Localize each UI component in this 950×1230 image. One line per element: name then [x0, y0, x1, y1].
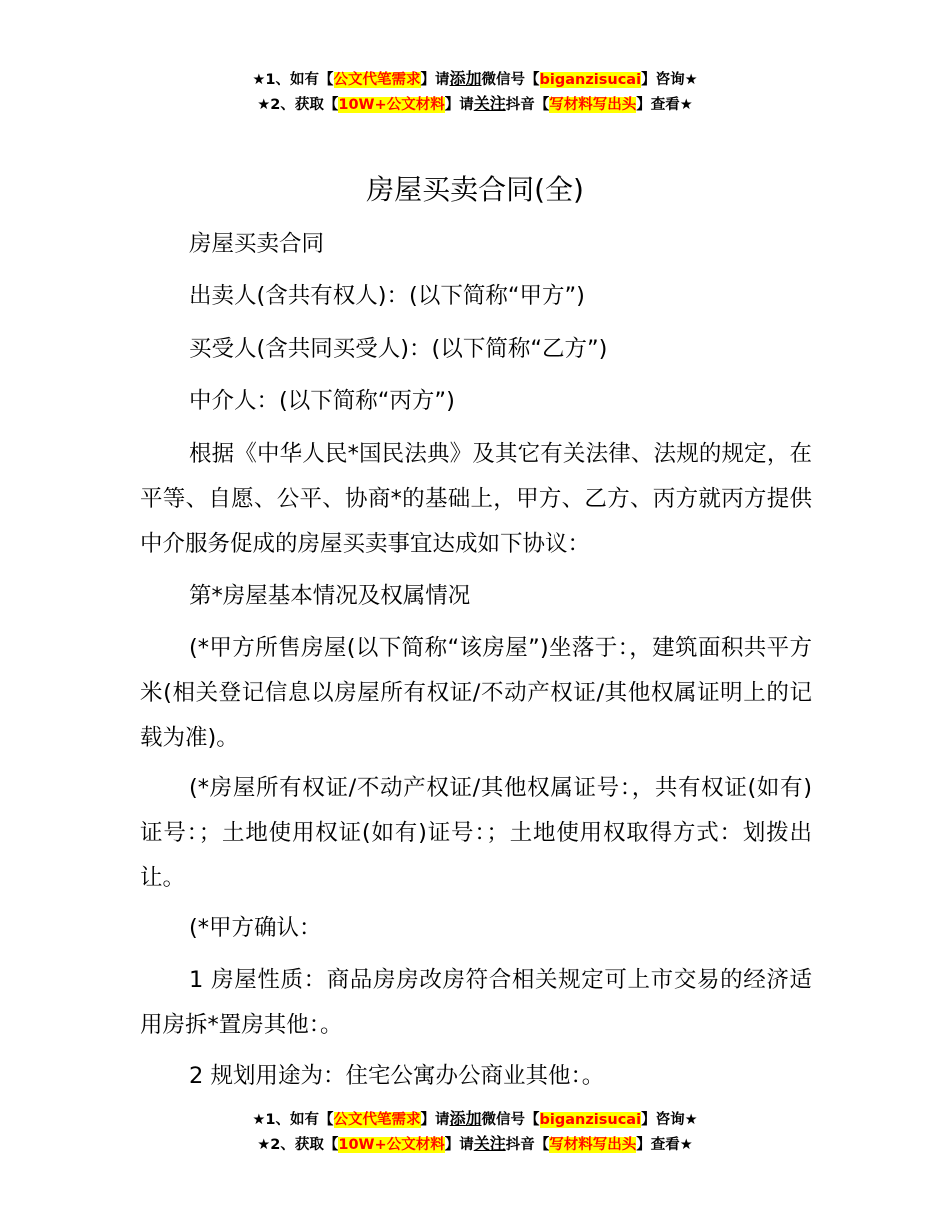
promo-highlight: biganzisucai: [539, 1112, 642, 1128]
paragraph-seller: 出卖人(含共有权人)：(以下简称“甲方”): [189, 283, 585, 309]
paragraph-property-location: (*甲方所售房屋(以下简称“该房屋”)坐落于：，建筑面积共平方米(相关登记信息以房屋所有权证/不动产权证/其他权属证明上的记载为准)。: [140, 635, 812, 751]
promo-text: 】查看★: [636, 97, 693, 113]
footer-promo-banner: [0, 1107, 950, 1157]
paragraph-intermediary: 中介人：(以下简称“丙方”): [189, 388, 455, 414]
paragraph-certificates: (*房屋所有权证/不动产权证/其他权属证号：，共有权证(如有)证号：；土地使用权证(如有)证号：；土地使用权取得方式：划拨出让。: [140, 775, 812, 891]
promo-highlight: 写材料写出头: [549, 97, 637, 113]
header-promo-banner: [0, 67, 950, 117]
promo-text: 微信号【: [481, 1112, 540, 1128]
promo-text: ★2、获取【: [257, 97, 339, 113]
promo-emphasis: 添加: [449, 1109, 482, 1128]
paragraph-buyer: 买受人(含共同买受人)：(以下简称“乙方”): [189, 336, 608, 362]
paragraph-section-heading: 第*房屋基本情况及权属情况: [189, 583, 471, 609]
paragraph-property-nature: 1 房屋性质：商品房房改房符合相关规定可上市交易的经济适用房拆*置房其他：。: [140, 967, 812, 1038]
promo-highlight: 10W+公文材料: [338, 97, 445, 113]
promo-text: 】查看★: [636, 1137, 693, 1153]
promo-line-1: [0, 1107, 950, 1132]
paragraph-seller-confirms: (*甲方确认：: [189, 915, 322, 941]
promo-highlight: 公文代笔需求: [333, 72, 421, 88]
promo-highlight: 10W+公文材料: [338, 1137, 445, 1153]
promo-text: 】咨询★: [641, 1112, 698, 1128]
promo-highlight: 公文代笔需求: [333, 1112, 421, 1128]
promo-text: 】请: [420, 72, 450, 88]
promo-text: 】请: [444, 97, 474, 113]
promo-emphasis: 关注: [473, 1134, 506, 1153]
promo-line-1: [0, 67, 950, 92]
promo-text: ★1、如有【: [252, 72, 334, 88]
promo-text: ★2、获取【: [257, 1137, 339, 1153]
promo-emphasis: 添加: [449, 69, 482, 88]
promo-line-2: [0, 92, 950, 117]
paragraph-planned-use: 2 规划用途为：住宅公寓办公商业其他：。: [189, 1063, 605, 1089]
promo-text: 微信号【: [481, 72, 540, 88]
promo-highlight: 写材料写出头: [549, 1137, 637, 1153]
promo-text: 】咨询★: [641, 72, 698, 88]
promo-emphasis: 关注: [473, 94, 506, 113]
promo-text: 】请: [444, 1137, 474, 1153]
promo-text: 抖音【: [505, 97, 550, 113]
document-title: 房屋买卖合同(全): [366, 173, 584, 206]
paragraph-preamble: 根据《中华人民*国民法典》及其它有关法律、法规的规定，在平等、自愿、公平、协商*的基础上，甲方、乙方、丙方就丙方提供中介服务促成的房屋买卖事宜达成如下协议：: [140, 441, 812, 557]
promo-text: 】请: [420, 1112, 450, 1128]
promo-highlight: biganzisucai: [539, 72, 642, 88]
paragraph-contract-heading: 房屋买卖合同: [189, 231, 325, 257]
promo-line-2: [0, 1132, 950, 1157]
promo-text: ★1、如有【: [252, 1112, 334, 1128]
promo-text: 抖音【: [505, 1137, 550, 1153]
